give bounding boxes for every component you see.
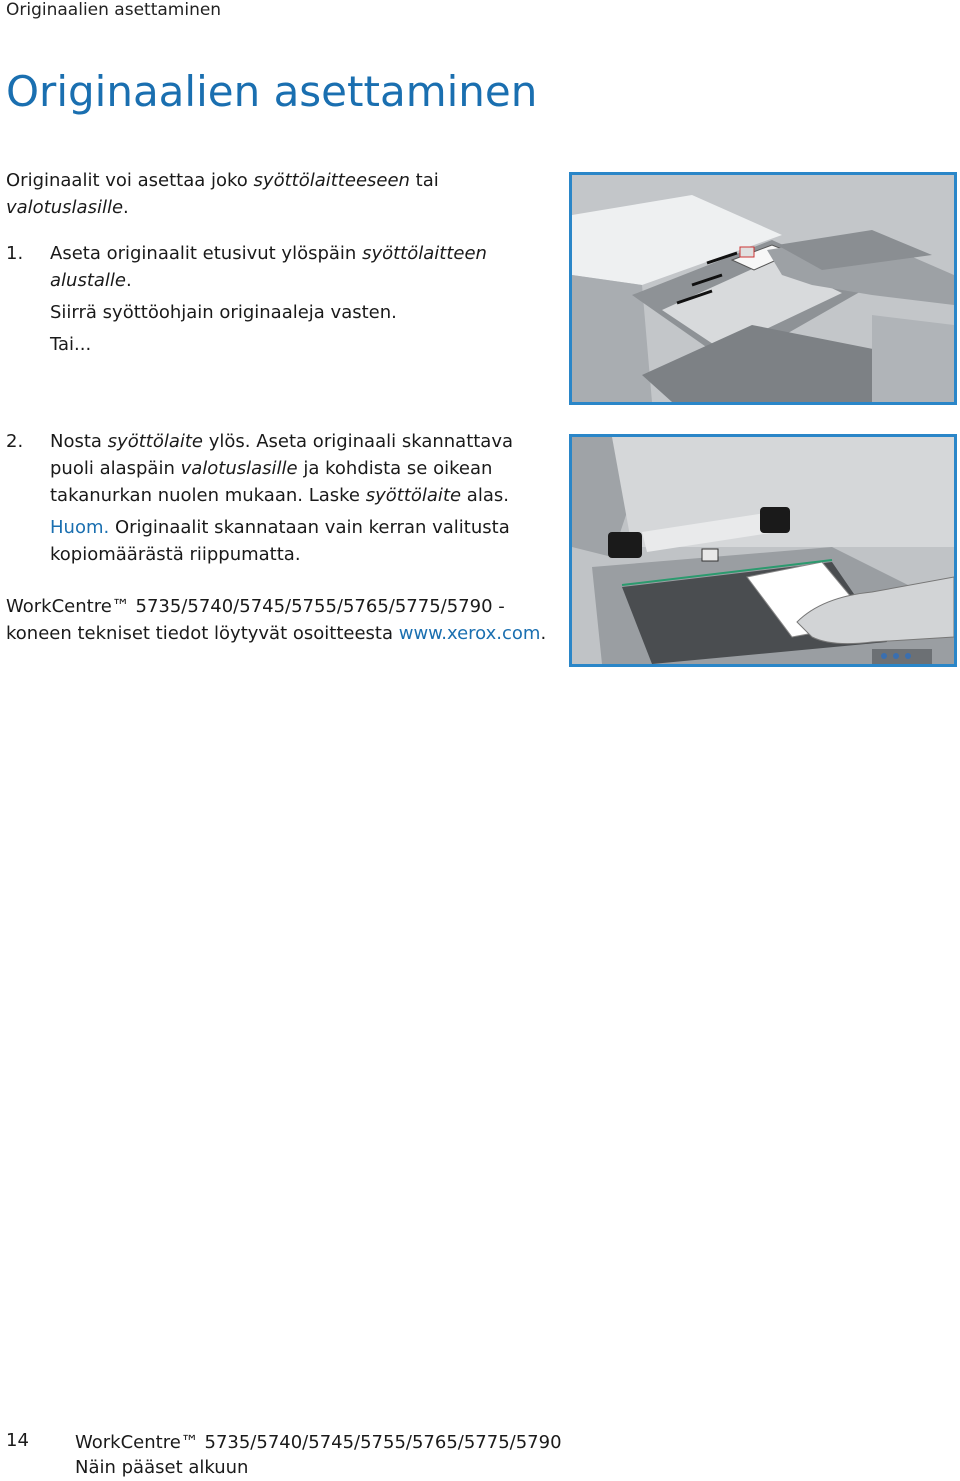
step-number: 1. bbox=[6, 243, 24, 264]
footer-product-name: WorkCentre™ 5735/5740/5745/5755/5765/5775/5790 bbox=[75, 1432, 562, 1453]
footer-page-number: 14 bbox=[6, 1430, 29, 1451]
specs-paragraph bbox=[6, 593, 566, 647]
note-text: Originaalit skannataan vain kerran valitusta kopiomäärästä riippumatta. bbox=[50, 517, 510, 565]
step-1 bbox=[6, 240, 546, 358]
step-1-instruction bbox=[50, 240, 546, 294]
intro-paragraph bbox=[6, 167, 476, 221]
step-term: valotuslasille bbox=[180, 458, 298, 479]
footer-guide-title: Näin pääset alkuun bbox=[75, 1457, 249, 1478]
intro-text: Originaalit voi asettaa joko bbox=[6, 170, 254, 191]
running-header: Originaalien asettaminen bbox=[6, 0, 222, 20]
intro-text: tai bbox=[409, 170, 439, 191]
step-text: alas. bbox=[461, 485, 509, 506]
step-2-instruction bbox=[50, 428, 546, 509]
step-text: ylös. Aseta originaali skannattava puoli alaspäin bbox=[50, 431, 514, 479]
platen-glass-illustration bbox=[569, 434, 957, 667]
platen-drawing bbox=[572, 437, 954, 664]
step-2-note bbox=[50, 514, 546, 568]
xerox-link[interactable]: www.xerox.com bbox=[398, 623, 541, 644]
step-2 bbox=[6, 428, 546, 568]
step-text: ja kohdista se oikean takanurkan nuolen mukaan. Laske bbox=[50, 458, 493, 506]
step-1-guide-instruction: Siirrä syöttöohjain originaaleja vasten. bbox=[50, 302, 397, 323]
page-title: Originaalien asettaminen bbox=[6, 67, 538, 116]
footer-product bbox=[75, 1430, 562, 1480]
step-text: Nosta bbox=[50, 431, 108, 452]
feeder-drawing bbox=[572, 175, 954, 402]
intro-text: . bbox=[123, 197, 129, 218]
note-label: Huom. bbox=[50, 517, 110, 538]
intro-term-glass: valotuslasille bbox=[6, 197, 124, 218]
step-text: . bbox=[125, 270, 132, 291]
specs-text: . bbox=[540, 623, 547, 644]
step-term: syöttölaitteen alustalle bbox=[50, 243, 487, 291]
intro-term-feeder: syöttölaitteeseen bbox=[253, 170, 410, 191]
step-1-or: Tai... bbox=[50, 334, 92, 355]
step-term: syöttölaite bbox=[107, 431, 204, 452]
step-term: syöttölaite bbox=[365, 485, 462, 506]
step-text: Aseta originaalit etusivut ylöspäin bbox=[50, 243, 363, 264]
document-feeder-illustration bbox=[569, 172, 957, 405]
specs-text: WorkCentre™ 5735/5740/5745/5755/5765/5775/5790 -koneen tekniset tiedot löytyvät osoitteesta bbox=[6, 596, 505, 644]
step-number: 2. bbox=[6, 431, 24, 452]
